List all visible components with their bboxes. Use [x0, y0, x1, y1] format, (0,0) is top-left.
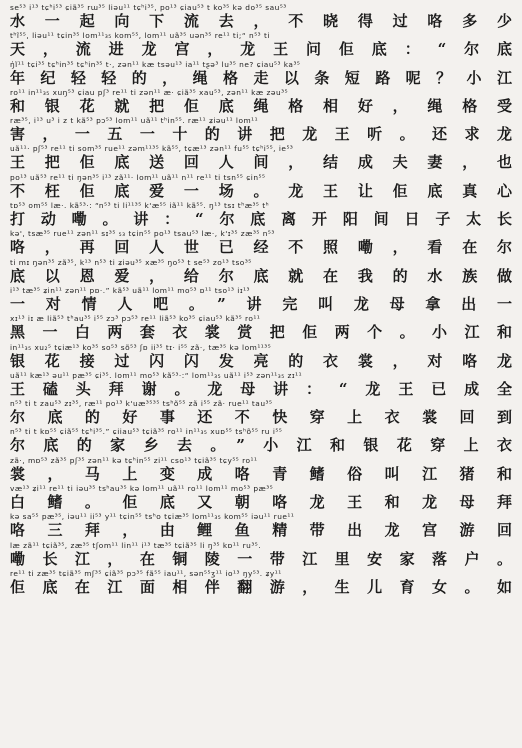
ipa-transcription: ro¹¹ in¹¹₃₅ xuŋ⁵³ ɕiau pʃ³ re¹¹ ti zən¹¹ æ· ɕiã³⁵ xau⁵³, zən¹¹ kæ zəu³⁵	[10, 87, 289, 97]
chinese-text: 年纪轻轻的，绳格走以条短路呢？小江	[10, 69, 512, 87]
chinese-text: 不枉佢底爱一场。龙王让佢底真心	[10, 182, 512, 200]
chinese-text: 王磕头拜谢。龙母讲：“龙王已成全	[10, 380, 512, 398]
chinese-text: 佢底在江面相伴翻游，生儿育女。如	[10, 578, 512, 596]
text-line	[10, 540, 512, 568]
text-line	[10, 228, 512, 256]
ipa-transcription: n⁵³ ti t kɒ⁵⁵ ɕiã⁵⁵ tɕʰi³⁵.” ɕiiau⁵³ tɕiã³⁵ ro¹¹ in¹¹₃₅ xuɒ⁵⁵ tsʰõ⁵⁵ ru i⁵⁵	[10, 427, 283, 437]
ipa-transcription: ræ³⁵, i¹³ u³ i z t kã⁵³ pɔ⁵³ lom¹¹ uã¹¹ tʰin⁵⁵. ræ¹¹ ʑiəu¹¹ lom¹¹	[10, 116, 259, 126]
ipa-transcription: ti mɪ ŋən³⁵ zã³⁵, k¹³ n⁵³ ti ʑiəu³⁵ xæ³⁵ ŋo⁵³ t se⁵³ zo¹³ tso³⁵	[10, 257, 252, 267]
text-line	[10, 115, 512, 143]
chinese-text: 天，流进龙宫，龙王问佢底：“尔底	[10, 41, 512, 59]
chinese-text: 咯，再回人世已经不照嘞，看在尔	[10, 239, 512, 257]
text-line	[10, 370, 512, 398]
text-line	[10, 172, 512, 200]
text-line	[10, 483, 512, 511]
text-line	[10, 30, 512, 58]
text-line	[10, 257, 512, 285]
text-line	[10, 511, 512, 539]
ipa-transcription: uã¹¹ kæ¹³ əu¹¹ pæ³⁵ ɕi³⁵. lom¹¹ mo⁵³ kã⁵³·:“ lom¹¹₃₅ uã¹¹ i⁵³ zən¹¹₃₅ zɪ¹¹	[10, 370, 303, 380]
ipa-transcription: re¹¹ ti zæ³⁵ tɕiã³⁵ mʃ³⁵ ɕiã³⁵ pɔ³⁵ fã⁵⁵ iau¹¹, sən⁵⁵ʒ¹¹ io¹³ ŋy⁵³. ʑy¹¹	[10, 568, 282, 578]
ipa-transcription: tʰĩ⁵⁵, liəu¹¹ tɕin³⁵ lom¹¹₃₅ kom⁵⁵, lom¹¹ uã³⁵ uən³⁵ re¹¹ ti;“ n⁵³ ti	[10, 31, 270, 41]
ipa-transcription: in¹¹₃₅ xu₂⁵ tɕiæ¹³ ko³⁵ so⁵³ sõ⁵³ ʃɒ ii³⁵ tɪ· i⁵⁵ zã·, tæ³⁵ kə lom¹¹³⁵	[10, 342, 272, 352]
ipa-transcription: zã·, mɒ⁵³ zã³⁵ pʃ³⁵ zən¹¹ kə tɕʰin⁵⁵ zi¹¹ cso¹³ tɕiã³⁵ tɕy⁵⁵ ro¹¹	[10, 455, 258, 465]
ipa-transcription: po¹³ uã⁵³ re¹¹ ti ŋən³⁵ i¹³ zã¹¹· lom¹¹ uã¹¹ n¹¹ re¹¹ ti tsn⁵⁵ ɕin⁵⁵	[10, 172, 266, 182]
text-line	[10, 398, 512, 426]
chinese-text: 一对情人吧。”讲完叫龙母拿出一	[10, 295, 512, 313]
chinese-text: 尔底的家乡去。”小江和银花穿上衣	[10, 437, 512, 455]
text-line	[10, 568, 512, 596]
text-line	[10, 313, 512, 341]
chinese-text: 害，一五一十的讲把龙王听。还求龙	[10, 126, 512, 144]
chinese-text: 王把佢底送回人间，结成夫妻，也	[10, 154, 512, 172]
ipa-transcription: ŋ̍ĩ¹¹ tɕi³⁵ tɕʰin³⁵ tɕʰin³⁵ t·, zən¹¹ kæ tsəu¹³ ia¹¹ tʂə³ lu³⁵ ne? ɕiau⁵³ ka³⁵	[10, 59, 301, 69]
text-line	[10, 87, 512, 115]
text-line	[10, 342, 512, 370]
text-line	[10, 455, 512, 483]
chinese-text: 裳，马上变成咯青鳍俗叫江猪和	[10, 465, 512, 483]
ipa-transcription: se⁵³ i¹³ tɕʰi⁵³ ɕiã³⁵ rɯ³⁵ liəu¹¹ tɕʰi³⁵, po¹³ ɕiau⁵³ t ko³⁵ kə do³⁵ sau⁵³	[10, 3, 287, 12]
text-line	[10, 200, 512, 228]
ipa-transcription: læ zã¹¹ tɕiã³⁵, zæ³⁵ tʃom¹¹ lin¹¹ i¹³ tæ³⁵ tɕiã³⁵ li ŋ³⁵ kɒ¹¹ ru³⁵.	[10, 540, 262, 550]
ipa-transcription: i¹³ tæ³⁵ ʑin¹¹ zən¹¹ pɒ·.” kã⁵³ uã¹¹ lom¹¹ mo⁵³ ɒ¹¹ tso¹³ iɪ¹³	[10, 285, 251, 295]
chinese-text: 嘞长江，在铜陵一带江里安家落户。	[10, 550, 512, 568]
text-line	[10, 2, 512, 30]
ipa-transcription: n⁵³ ti t zau⁵³ zɪ³⁵, ræ¹¹ po¹³ k'uæ³⁵³⁵ tsʰõ⁵⁵ zã i⁵⁵ zã· rue¹¹ tau³⁵	[10, 399, 273, 409]
ipa-transcription: kə sa⁵⁵ pæ³⁵, iəu¹¹ ii⁵³ y¹¹ tɕin⁵⁵ tsʰo tɕiæ³⁵ lom¹¹₃₅ kom⁵⁵ iəu¹¹ rue¹¹	[10, 512, 295, 522]
chinese-text: 银花接过闪闪发亮的衣裳，对咯龙	[10, 352, 512, 370]
text-line	[10, 285, 512, 313]
text-line	[10, 143, 512, 171]
ipa-transcription: kə', tsæ³⁵ rue¹¹ zən¹¹ sɪ³⁵ ₅₃ tɕin⁵⁵ po¹³ tsau⁵³ læ·, k'ɪ³⁵ zæ³⁵ n⁵³	[10, 229, 275, 239]
chinese-text: 白鳍。佢底又朝咯龙王和龙母拜	[10, 494, 512, 512]
chinese-text: 黑一白两套衣裳赏把佢两个。小江和	[10, 324, 512, 342]
chinese-text: 尔底的好事还不快穿上衣裳回到	[10, 409, 512, 427]
text-line	[10, 426, 512, 454]
chinese-text: 底以恩爱，给尔底就在我的水族做	[10, 267, 512, 285]
text-line	[10, 59, 512, 87]
ipa-transcription: væ¹³ ʑi¹¹ re¹¹ ti iəu³⁵ tsʰau³⁵ kə lom¹¹ uã¹¹ ro¹¹ lom¹¹ mo⁵³ pæ³⁵	[10, 484, 274, 494]
ipa-transcription: uã¹¹· pʃ⁵³ re¹¹ ti som³⁵ rue¹¹ zəm¹¹³⁵ kã⁵⁵, tɕæ¹³ zən¹¹ fu⁵⁵ tɕʰi⁵⁵, ie⁵³	[10, 144, 294, 154]
ipa-transcription: xɪ¹³ iɪ æ liã⁵³ tʰau³⁵ i⁵⁵ zɔ³ pɔ⁵³ re¹¹ liã⁵³ ko³⁵ ɕiau⁵³ kã³⁵ ro¹¹	[10, 314, 261, 324]
chinese-text: 打动嘞。讲：“尔底离开阳间日子太长	[10, 211, 512, 229]
chinese-text: 咯三拜，由鲤鱼精带出龙宫游回	[10, 522, 512, 540]
chinese-text: 水一起向下流去，不晓得过咯多少	[10, 13, 512, 30]
ipa-transcription: tɒ⁵³ om⁵⁵ læ·. kã⁵³·: “n⁵³ ti li¹¹³⁵ k'æ⁵⁵ iã¹¹ kã⁵⁵. ŋ¹³ tsɪ tʰæ³⁵ tʰ	[10, 201, 270, 211]
chinese-text: 和银花就把佢底绳格相好，绳格受	[10, 97, 512, 115]
